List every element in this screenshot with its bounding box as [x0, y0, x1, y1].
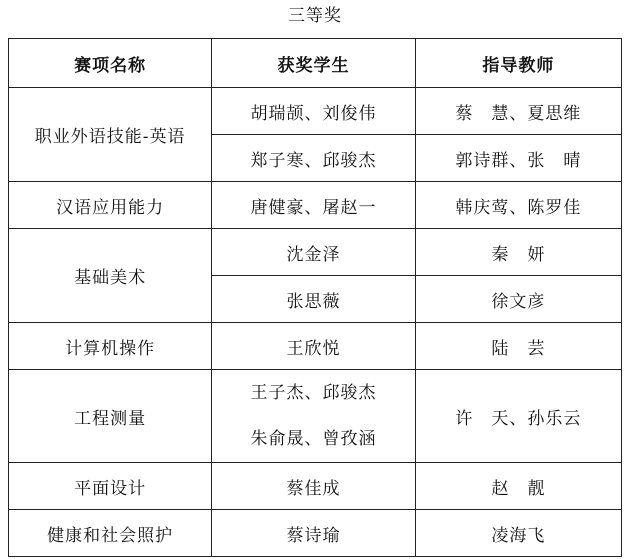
event-cell: 计算机操作 — [9, 323, 212, 370]
student-line: 朱俞晟、曾孜涵 — [250, 429, 377, 449]
table-row — [9, 323, 622, 370]
table-row — [9, 182, 622, 229]
teacher-cell: 徐文彦 — [415, 276, 621, 323]
teacher-cell: 韩庆莺、陈罗佳 — [415, 182, 621, 229]
table-header-row — [9, 39, 622, 88]
event-cell: 平面设计 — [9, 463, 212, 510]
student-cell: 蔡诗瑜 — [212, 510, 415, 557]
student-cell: 张思薇 — [212, 276, 415, 323]
table-row — [9, 463, 622, 510]
teacher-cell: 蔡 慧、夏思维 — [415, 88, 621, 135]
teacher-cell: 许 天、孙乐云 — [415, 370, 621, 463]
student-cell: 沈金泽 — [212, 229, 415, 276]
student-line: 王子杰、邱骏杰 — [250, 383, 377, 403]
teacher-cell: 秦 妍 — [415, 229, 621, 276]
table-row — [9, 370, 622, 463]
awards-table — [8, 38, 622, 557]
student-cell: 蔡佳成 — [212, 463, 415, 510]
teacher-cell: 凌海飞 — [415, 510, 621, 557]
teacher-cell: 陆 芸 — [415, 323, 621, 370]
student-cell: 郑子寒、邱骏杰 — [212, 135, 415, 182]
table-row — [9, 88, 622, 135]
teacher-cell: 郭诗群、张 晴 — [415, 135, 621, 182]
event-cell: 基础美术 — [9, 229, 212, 323]
student-cell: 王欣悦 — [212, 323, 415, 370]
header-event: 赛项名称 — [9, 39, 212, 88]
event-cell: 工程测量 — [9, 370, 212, 463]
table-row — [9, 510, 622, 557]
student-cell: 唐健豪、屠赵一 — [212, 182, 415, 229]
student-cell: 胡瑞颉、刘俊伟 — [212, 88, 415, 135]
event-cell: 健康和社会照护 — [9, 510, 212, 557]
event-cell: 职业外语技能-英语 — [9, 88, 212, 182]
document-title: 三等奖 — [288, 6, 342, 26]
student-cell — [212, 370, 415, 463]
table-row — [9, 229, 622, 276]
teacher-cell: 赵 靓 — [415, 463, 621, 510]
header-teacher: 指导教师 — [415, 39, 621, 88]
event-cell: 汉语应用能力 — [9, 182, 212, 229]
header-student: 获奖学生 — [212, 39, 415, 88]
